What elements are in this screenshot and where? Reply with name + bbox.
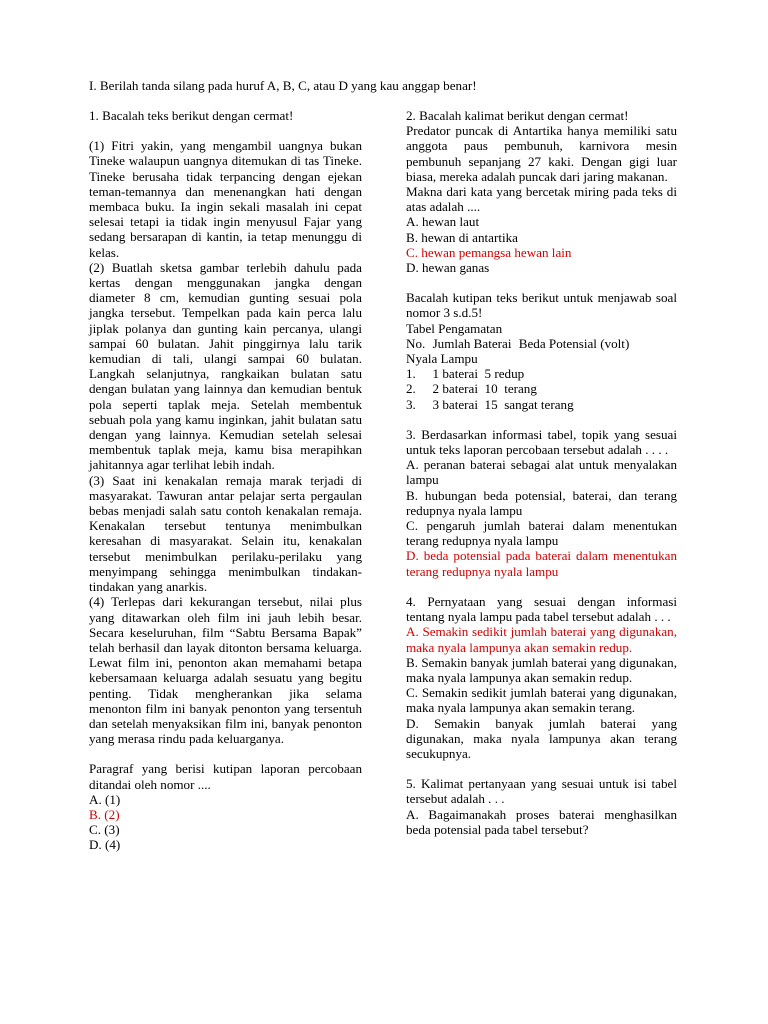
q1-paragraph-1: (1) Fitri yakin, yang mengambil uangnya bukan Tineke walaupun uangnya ditemukan di tas Tineke. Tineke berusaha tidak terpancing dengan ejekan teman-temannya dan menenangkan hati dengan membaca buku. Ia ingin sekali masalah ini cepat selesai tetapi ia tidak ingin menyusul Fajar yang sedang bersarapan di kantin, ia tetap menunggu di kelas.	[89, 138, 362, 260]
q3-option-c[interactable]: C. pengaruh jumlah baterai dalam menentukan terang redupnya nyala lampu	[406, 518, 677, 549]
q2-option-d[interactable]: D. hewan ganas	[406, 260, 490, 276]
q1-paragraph-4: (4) Terlepas dari kekurangan tersebut, nilai plus yang ditawarkan oleh film ini jauh lebih besar. Secara keseluruhan, film “Sabtu Bersama Bapak” telah berhasil dan layak ditonton bersama keluarga. Lewat film ini, penonton akan memahami betapa kebersamaan keluarga adalah sesuatu yang begitu penting. Tidak mengherankan jika selama menonton film ini banyak penonton yang tersentuh dan setelah menyaksikan film ini, banyak penonton yang merasa rindu pada keluarganya.	[89, 594, 362, 747]
table-header-jumlah: Jumlah Baterai	[432, 335, 512, 351]
q4-option-a[interactable]: A. Semakin sedikit jumlah baterai yang digunakan, maka nyala lampunya akan semakin redup.	[406, 624, 677, 655]
q2-prompt: 2. Bacalah kalimat berikut dengan cermat!	[406, 108, 629, 123]
q4-option-b[interactable]: B. Semakin banyak jumlah baterai yang digunakan, maka nyala lampunya akan semakin redup.	[406, 654, 677, 685]
q5-option-a[interactable]: A. Bagaimanakah proses baterai menghasilkan beda potensial pada tabel tersebut?	[406, 806, 677, 837]
table-cell-nyala: terang	[504, 381, 537, 397]
q1-paragraph-2: (2) Buatlah sketsa gambar terlebih dahulu pada kertas dengan menggunakan jangka dengan diameter 8 cm, kemudian gunting sesuai pola jangka tersebut. Tempelkan pada kain perca lalu jiplak polanya dan gunting kain percanya, ulangi sampai 60 bulatan. Jahit pinggirnya lalu tarik kemudian di tali, ulangi sampai 60 bulatan. Langkah selanjutnya, rangkaikan bulatan satu dengan bulatan yang lainnya dan kemudian bentuk pola seperti taplak meja. Setelah membentuk sebuah pola yang kamu inginkan, jahit bulatan satu dengan yang lainnya. Kemudian setelah selesai membentuk taplak meja, kamu bisa merapihkan jahitannya agar terlihat lebih indah.	[89, 259, 362, 473]
q2-option-b[interactable]: B. hewan di antartika	[406, 229, 518, 245]
reading-instruction: Bacalah kutipan teks berikut untuk menjawab soal nomor 3 s.d.5!	[406, 290, 677, 321]
q1-option-d[interactable]: D. (4)	[89, 837, 121, 853]
q1-prompt: 1. Bacalah teks berikut dengan cermat!	[89, 108, 294, 123]
table-row	[406, 381, 677, 396]
q5-question: 5. Kalimat pertanyaan yang sesuai untuk isi tabel tersebut adalah . . .	[406, 776, 677, 807]
q2-option-c[interactable]: C. hewan pemangsa hewan lain	[406, 244, 572, 260]
q1-option-c[interactable]: C. (3)	[89, 822, 120, 838]
table-cell-volt: 5	[484, 366, 492, 382]
table-row	[406, 366, 677, 381]
q2-option-a[interactable]: A. hewan laut	[406, 214, 480, 230]
q3-option-a[interactable]: A. peranan baterai sebagai alat untuk menyalakan lampu	[406, 457, 677, 488]
table-cell-jumlah: 3 baterai	[432, 396, 478, 412]
q1-option-a[interactable]: A. (1)	[89, 791, 121, 807]
table-cell-no: 3.	[406, 396, 416, 412]
table-cell-nyala: sangat terang	[504, 396, 574, 412]
right-column	[406, 108, 677, 837]
q3-option-b[interactable]: B. hubungan beda potensial, baterai, dan terang redupnya nyala lampu	[406, 487, 677, 518]
q1-question: Paragraf yang berisi kutipan laporan percobaan ditandai oleh nomor ....	[89, 761, 362, 792]
table-cell-volt: 15	[484, 396, 498, 412]
table-cell-volt: 10	[484, 381, 498, 397]
table-header	[406, 336, 677, 351]
table-row	[406, 397, 677, 412]
q4-question: 4. Pernyataan yang sesuai dengan informasi tentang nyala lampu pada tabel tersebut adalah . . .	[406, 593, 677, 625]
table-header-nyala: Nyala Lampu	[406, 351, 478, 367]
table-cell-no: 2.	[406, 381, 416, 397]
table-header-volt: Beda Potensial (volt)	[518, 335, 630, 351]
table-cell-jumlah: 1 baterai	[432, 366, 478, 382]
table-cell-nyala: redup	[494, 366, 525, 382]
table-title: Tabel Pengamatan	[406, 320, 503, 336]
table-cell-jumlah: 2 baterai	[432, 381, 478, 397]
q1-paragraph-3: (3) Saat ini kenakalan remaja marak terjadi di masyarakat. Tawuran antar pelajar serta pergaulan bebas menjadi salah satu contoh kenakalan remaja. Kenakalan tersebut tentunya menimbulkan keresahan di masyarakat. Selain itu, kenakalan tersebut menimbulkan perilaku-perilaku yang menyimpang sehingga menimbulkan tindakan-tindakan yang anarkis.	[89, 472, 362, 595]
q4-option-d[interactable]: D. Semakin banyak jumlah baterai yang digunakan, maka nyala lampunya akan terang secukupnya.	[406, 715, 677, 761]
table-header-no: No.	[406, 335, 426, 351]
q1-option-b[interactable]: B. (2)	[89, 806, 120, 822]
table-cell-no: 1.	[406, 366, 416, 382]
q2-question: Makna dari kata yang bercetak miring pada teks di atas adalah ....	[406, 184, 677, 215]
q3-question: 3. Berdasarkan informasi tabel, topik yang sesuai untuk teks laporan percobaan tersebut adalah . . . .	[406, 426, 677, 458]
section-heading: I. Berilah tanda silang pada huruf A, B, C, atau D yang kau anggap benar!	[89, 78, 477, 93]
q3-option-d[interactable]: D. beda potensial pada baterai dalam menentukan terang redupnya nyala lampu	[406, 548, 677, 579]
q4-option-c[interactable]: C. Semakin sedikit jumlah baterai yang digunakan, maka nyala lampunya akan semakin terang.	[406, 685, 677, 716]
left-column	[89, 108, 362, 853]
q2-text: Predator puncak di Antartika hanya memiliki satu anggota paus pembunuh, karnivora mesin pembunuh sepanjang 27 kaki. Dengan gigi luar biasa, mereka adalah puncak dari jaring makanan.	[406, 123, 677, 184]
